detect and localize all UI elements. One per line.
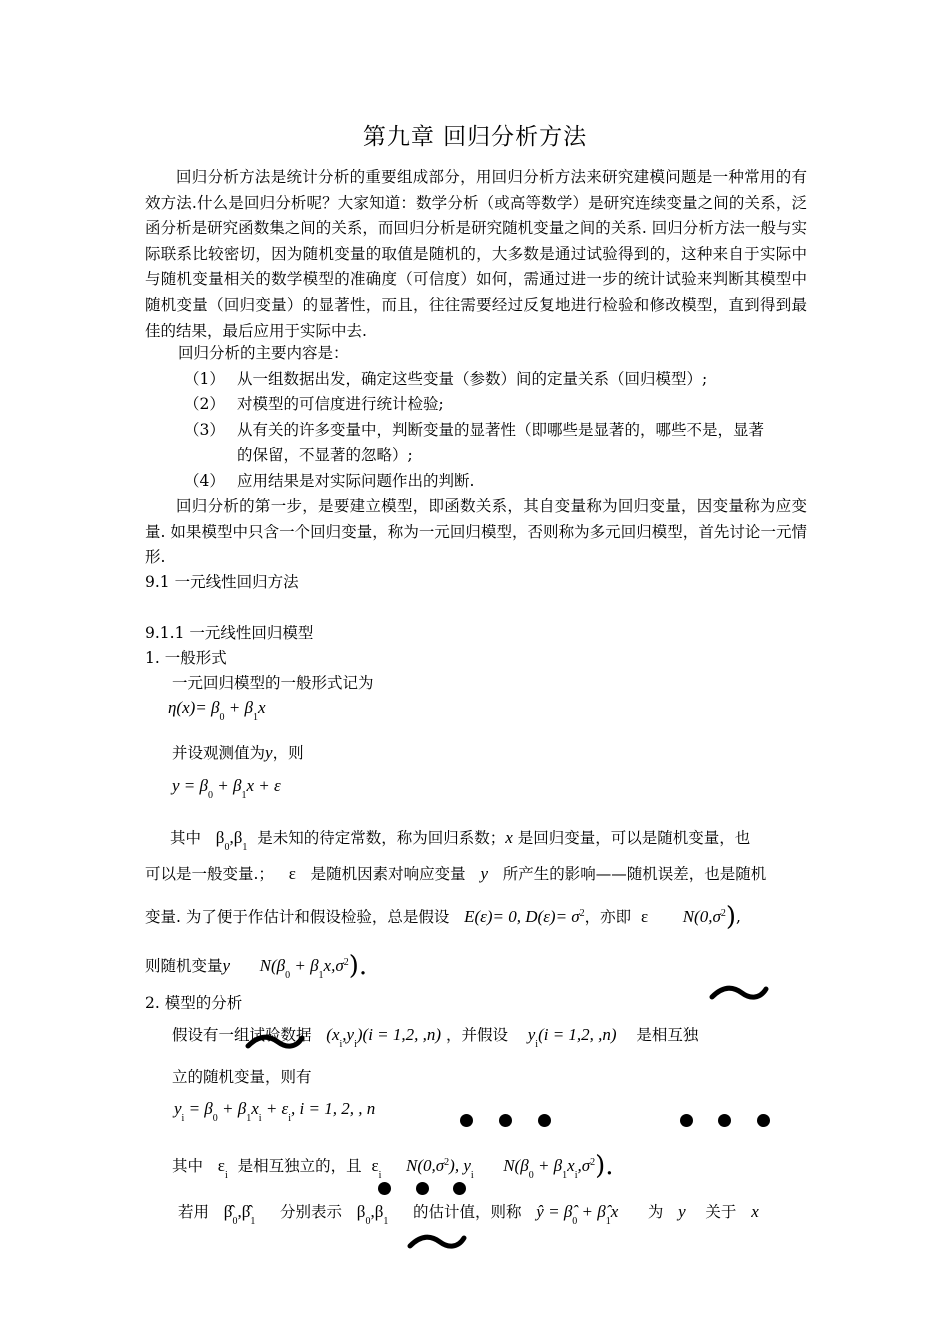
then-line: 则随机变量y $N(\beta_0 + \beta_1x,\sigma^2)$. [145,951,368,981]
list-text-1: 从一组数据出发，确定这些变量（参数）间的定量关系（回归模型）; [237,370,708,388]
list-text-3: 从有关的许多变量中，判断变量的显著性（即哪些是显著的，哪些不是，显著 [237,421,765,439]
tilde-mark [406,1232,468,1252]
dot-mark [416,1182,429,1195]
tilde-mark [708,983,770,1003]
list-text-3-cont: 的保留，不显著的忽略）; [237,446,413,464]
equation-sample: $y_i = \beta_0 + \beta_1x_i + \varepsilon_i$, i = 1, 2, , n [174,1099,376,1124]
where-line: 其中 $\beta_0,\beta_1$ 是未知的待定常数，称为回归系数；x 是回归变量，可以是随机变量，也 [170,828,751,853]
data-line: 假设有一组试验数据 $(x_i,y_i)(i = 1,2$, ,n) ，并假设 $y_i(i = 1,2$, ,n) 是相互独 [172,1025,699,1050]
observe-text: 并设观测值为y，则 [172,743,304,762]
first-step-paragraph: 回归分析的第一步，是要建立模型，即函数关系，其自变量称为回归变量，因变量称为应变量. 如果模型中只含一个回归变量，称为一元回归模型，否则称为多元回归模型，首先讨论一元情形. [145,497,807,567]
dot-mark [499,1114,512,1127]
list-num-3: （3） [184,421,225,439]
dot-mark [757,1114,770,1127]
dot-mark [460,1114,473,1127]
subsection-model-analysis: 2. 模型的分析 [145,994,243,1012]
list-num-4: （4） [184,472,225,490]
independent-text: 立的随机变量，则有 [172,1068,312,1086]
main-content-label: 回归分析的主要内容是： [178,344,349,362]
general-var-line: 可以是一般变量.； ε 是随机因素对响应变量 y 所产生的影响——随机误差，也是随机 [145,864,767,883]
dot-mark [453,1182,466,1195]
subsection-general-form: 1. 一般形式 [145,649,227,667]
dot-mark [718,1114,731,1127]
intro-paragraph: 回归分析方法是统计分析的重要组成部分，用回归分析方法来研究建模问题是一种常用的有效方法.什么是回归分析呢？大家知道：数学分析（或高等数学）是研究连续变量之间的关系，泛函分析是研究函数集之间的关系，而回归分析是研究随机变量之间的关系. 回归分析方法一般与实际联系比较密切，因为随机变量的取值是随机的，大多数是通过试验得到的，这种来自于实际中与随机变量相关的数学模型的准确度（可信度）如何，需通过进一步的统计试验来判断其模型中随机变量（回归变量）的显著性，而且，往往需要经过反复地进行检验和修改模型，直到得到最佳的结果，最后应用于实际中去. [145,168,807,340]
list-text-4: 应用结果是对实际问题作出的判断. [237,472,475,490]
general-form-text: 一元回归模型的一般形式记为 [172,674,374,692]
dot-mark [680,1114,693,1127]
section-9-1: 9.1 一元线性回归方法 [145,573,299,591]
dot-mark [538,1114,551,1127]
dot-mark [378,1182,391,1195]
eps-line: 其中 $\varepsilon_i$ 是相互独立的，且 $\varepsilon_i$ $N(0,\sigma^2)$, $y_i$ $N(\beta_0 + \beta_1x_i,\sigma^2)$. [172,1151,614,1181]
estimate-line: 若用 $\betâ_0,\betâ_1$ 分别表示 $\beta_0,\beta_1$ 的估计值，则称 ŷ = $\betâ_0$ + $\betâ_1x$ 为 y 关于 x [178,1202,759,1227]
page-title: 第九章 回归分析方法 [362,124,588,150]
equation-observation: $y = \beta_0 + \beta_1x + \varepsilon$ [172,776,281,801]
list-num-2: （2） [184,395,225,413]
tilde-mark [244,1032,306,1052]
equation-model: $\eta(x)= \beta_0 + \beta_1x$ [168,698,266,723]
assume-line: 变量. 为了便于作估计和假设检验，总是假设 E(ε)= 0, $D(\varepsilon)= \sigma^2$，亦即 ε $N(0,\sigma^2)$, [145,902,741,932]
list-text-2: 对模型的可信度进行统计检验; [237,395,444,413]
list-num-1: （1） [184,370,225,388]
section-9-1-1: 9.1.1 一元线性回归模型 [145,624,314,642]
